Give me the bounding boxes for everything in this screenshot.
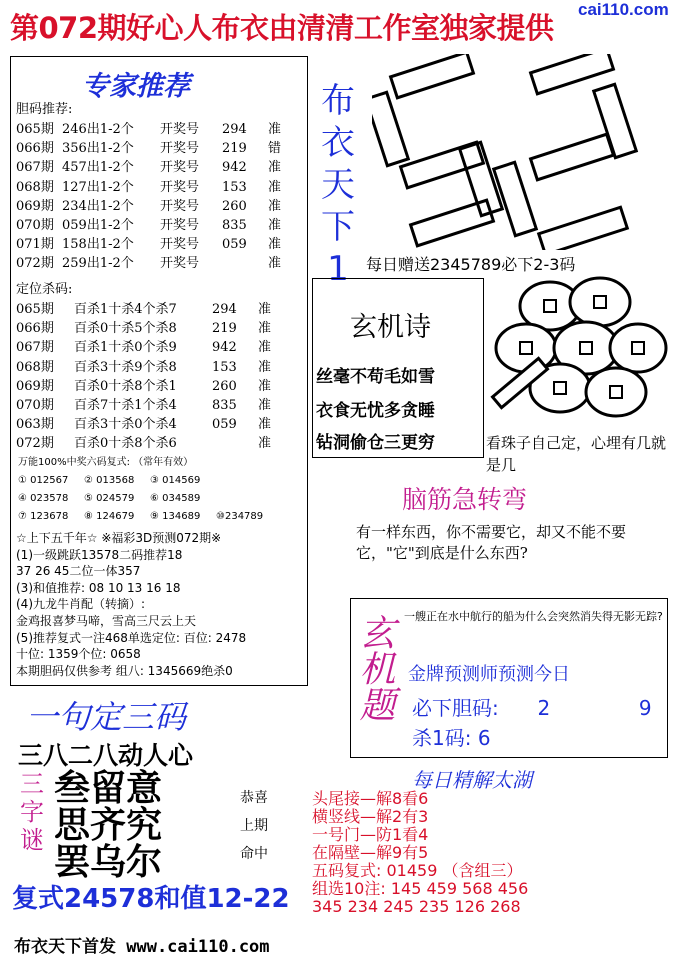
tip-line: 五码复式: 01459 （含组三） [312, 861, 523, 880]
poem-line: 丝毫不苟毛如雪 [316, 367, 435, 387]
note-line: 上期 [240, 818, 268, 834]
tips-block [312, 790, 672, 916]
table-cell: 百杀1十杀4个杀7 [74, 302, 177, 317]
tip-line: 一号门—防1看4 [312, 825, 429, 844]
table-cell: 153 [222, 179, 247, 195]
dan-a: 2 [537, 696, 551, 720]
table-cell: 开奖号 [160, 237, 200, 253]
kill-table [16, 300, 306, 454]
dan-table [16, 120, 306, 274]
table-cell: 开奖号 [160, 122, 200, 137]
riddle-text: 有一样东西，你不需要它，却又不能不要它，"它"到底是什么东西? [356, 523, 627, 562]
kill-value: 6 [477, 726, 491, 750]
riddle-line: 叁留意 [54, 768, 163, 809]
table-cell: ② 013568 [84, 475, 135, 486]
table-row [16, 415, 306, 434]
kill-label: 定位杀码: [16, 282, 73, 297]
table-row [16, 120, 306, 139]
table-row [18, 472, 308, 490]
poem-line: 钻洞偷仓三更穷 [316, 433, 435, 453]
coin-shape [570, 278, 630, 326]
table-cell: 065期 [16, 122, 54, 137]
table-cell: ④ 023578 [18, 493, 69, 504]
table-cell: 070期 [16, 217, 54, 233]
buyi-char: 衣 [321, 123, 355, 163]
tip-line: 头尾接—解8看6 [312, 789, 429, 808]
note-line: 命中 [240, 846, 268, 862]
prediction-block [16, 530, 306, 679]
table-cell: 开奖号 [160, 256, 200, 272]
prediction-line: 十位: 1359个位: 0658 [16, 647, 141, 662]
stroke-shape [531, 134, 614, 180]
table-row [16, 396, 306, 415]
buyi-vertical-title [318, 80, 358, 290]
table-cell: 067期 [16, 160, 54, 176]
table-cell: 260 [222, 198, 247, 214]
dan-label: 必下胆码: [412, 696, 499, 720]
table-cell: 072期 [16, 256, 54, 272]
stroke-shape [594, 84, 637, 157]
fushi-banner: 复式24578和值12-22 [12, 884, 290, 914]
yiju-text: 三八二八动人心 [18, 741, 194, 770]
table-cell: ⑧ 124679 [84, 511, 135, 522]
table-cell: 066期 [16, 141, 54, 157]
coins-hint: 看珠子自己定，心埋有几就是几 [486, 434, 667, 474]
table-cell: 百杀0十杀8个杀6 [74, 436, 177, 452]
table-cell: 069期 [16, 198, 54, 214]
table-cell: 072期 [16, 436, 54, 452]
table-cell: 158出1-2个 [62, 237, 134, 253]
table-cell: ⑦ 123678 [18, 511, 69, 522]
prediction-line: 37 26 45二位一体357 [16, 564, 141, 579]
table-row [16, 319, 306, 338]
coin-shape [610, 324, 666, 372]
table-cell: 069期 [16, 378, 54, 394]
daily-gift: 每日赠送2345789必下2-3码 [366, 255, 576, 274]
table-cell: 准 [268, 179, 282, 195]
table-cell: 准 [258, 359, 272, 375]
poem-line: 衣食无忧多贪睡 [316, 401, 435, 421]
table-cell: 259出1-2个 [62, 256, 134, 272]
gold-kill [412, 722, 491, 751]
table-cell: 百杀0十杀8个杀1 [74, 378, 177, 394]
riddle-line: 思齐究 [54, 805, 163, 846]
table-cell: 294 [212, 302, 237, 317]
table-row [18, 508, 308, 526]
table-cell: 153 [212, 359, 237, 375]
tip-line: 横竖线—解2有3 [312, 807, 429, 826]
table-cell: 准 [258, 321, 272, 337]
table-cell: 219 [222, 141, 247, 157]
table-cell: 457出1-2个 [62, 160, 134, 176]
table-cell: 开奖号 [160, 141, 200, 157]
table-cell: 准 [268, 160, 282, 176]
table-cell: 067期 [16, 340, 54, 356]
footer-text: 布衣天下首发 www.cai110.com [14, 937, 270, 957]
table-cell: 219 [212, 321, 237, 337]
sanzi-riddle [54, 770, 230, 881]
table-cell: 942 [222, 160, 247, 176]
kill-label: 杀1码: [412, 726, 472, 750]
table-cell: 059 [222, 237, 247, 253]
table-cell: ③ 014569 [150, 475, 201, 486]
table-cell: 百杀7十杀1个杀4 [74, 397, 177, 413]
puzzle-title [352, 614, 400, 722]
table-cell: 准 [258, 340, 272, 356]
table-cell: 百杀0十杀5个杀8 [74, 321, 177, 337]
tip-line: 组选10注: 145 459 568 456 [312, 879, 529, 898]
dan-b: 9 [638, 696, 652, 720]
table-cell: 开奖号 [160, 179, 200, 195]
table-cell: 准 [258, 302, 272, 317]
stroke-shape [539, 207, 628, 250]
table-cell: ① 012567 [18, 475, 69, 486]
table-row [16, 139, 306, 158]
sanzi-char: 三 [20, 770, 44, 798]
table-cell: 准 [258, 436, 272, 452]
table-cell: 准 [258, 378, 272, 394]
sanzi-label [12, 770, 52, 854]
prediction-line: (4)九龙牛肖配（转摘）: [16, 597, 146, 612]
coins-drawing [486, 276, 670, 426]
table-cell: 059出1-2个 [62, 217, 134, 233]
table-row [16, 377, 306, 396]
table-cell: 942 [212, 340, 237, 356]
table-cell: 066期 [16, 321, 54, 337]
table-cell: 059 [212, 417, 237, 433]
tip-line: 345 234 245 235 126 268 [312, 897, 521, 916]
table-cell: 开奖号 [160, 160, 200, 176]
table-cell: ⑩234789 [216, 511, 264, 522]
riddle-title: 脑筋急转弯 [402, 485, 528, 514]
table-cell: 准 [258, 417, 272, 433]
table-row [16, 434, 306, 453]
prediction-line: 本期胆码仅供参考 组八: 1345669绝杀0 [16, 663, 233, 678]
table-cell: 准 [268, 198, 282, 214]
table-cell: 百杀3十杀9个杀8 [74, 359, 177, 375]
table-cell: 246出1-2个 [62, 122, 134, 137]
table-cell: 068期 [16, 359, 54, 375]
buyi-char: 天 [321, 165, 355, 205]
prediction-line: (3)和值推荐: 08 10 13 16 18 [16, 580, 181, 595]
table-cell: 准 [258, 397, 272, 413]
table-row [16, 358, 306, 377]
table-cell: 百杀3十杀0个杀4 [74, 417, 177, 433]
gold-title: 金牌预测师预测今日 [408, 664, 570, 685]
prediction-line: 金鸡报喜梦马啼，雪高三尺云上天 [16, 613, 197, 628]
table-cell: 准 [268, 256, 282, 272]
table-cell: 准 [268, 217, 282, 233]
table-cell: ⑨ 134689 [150, 511, 201, 522]
table-cell: 234出1-2个 [62, 198, 134, 214]
coin-shape [586, 368, 646, 416]
gold-dan [412, 692, 652, 721]
table-cell: 835 [212, 397, 237, 413]
taihu-title: 每日精解太湖 [412, 768, 532, 792]
table-cell: 错 [268, 141, 282, 157]
dan-label: 胆码推荐: [16, 102, 73, 117]
table-row [16, 300, 306, 319]
table-cell: 百杀1十杀0个杀9 [74, 340, 177, 356]
prediction-line: (1)一级跳跃13578二码推荐18 [16, 547, 183, 562]
buyi-char: 下 [321, 207, 355, 247]
stroke-shape [411, 200, 494, 246]
table-cell: 071期 [16, 237, 54, 253]
table-row [18, 490, 308, 508]
table-cell: 127出1-2个 [62, 179, 134, 195]
table-cell: 356出1-2个 [62, 141, 134, 157]
sanzi-char: 谜 [20, 826, 44, 854]
buyi-char: 1 [327, 249, 349, 289]
expert-title: 专家推荐 [82, 71, 190, 102]
sanzi-char: 字 [20, 798, 44, 826]
bamboo-numeral-drawing [372, 54, 672, 250]
note-line: 恭喜 [240, 790, 268, 806]
table-cell: ⑥ 034589 [150, 493, 201, 504]
table-cell: 065期 [16, 302, 54, 317]
congrats-note [240, 784, 268, 868]
table-row [16, 254, 306, 273]
table-row [16, 197, 306, 216]
tip-line: 在隔壁—解9有5 [312, 843, 429, 862]
puzzle-question: 一艘正在水中航行的船为什么会突然消失得无影无踪? [404, 610, 663, 623]
table-cell: 开奖号 [160, 217, 200, 233]
puzzle-title-text: 玄机题 [354, 614, 395, 722]
yiju-title: 一句定三码 [26, 698, 187, 736]
table-cell: 260 [212, 378, 237, 394]
header-banner [0, 0, 680, 52]
stroke-shape [391, 54, 474, 98]
table-cell: 068期 [16, 179, 54, 195]
buyi-char: 布 [321, 81, 355, 121]
table-cell: 开奖号 [160, 198, 200, 214]
poem-title: 玄机诗 [350, 312, 431, 343]
table-row [16, 158, 306, 177]
stroke-shape [372, 92, 408, 165]
site-logo[interactable]: cai110.com [578, 0, 669, 19]
wanneng-label: 万能100%中奖六码复式: （常年有效） [18, 457, 194, 468]
table-row [16, 235, 306, 254]
table-cell: 063期 [16, 417, 54, 433]
table-row [16, 338, 306, 357]
prediction-line: ☆上下五千年☆ ※福彩3D预测072期※ [16, 531, 222, 545]
page-title: 第072期好心人布衣由清清工作室独家提供 [10, 11, 554, 45]
table-cell: 294 [222, 122, 247, 137]
wanneng-table [18, 472, 308, 526]
table-row [16, 178, 306, 197]
table-cell: 070期 [16, 397, 54, 413]
prediction-line: (5)推荐复式一注468单选定位: 百位: 2478 [16, 630, 247, 645]
table-row [16, 216, 306, 235]
table-cell: ⑤ 024579 [84, 493, 135, 504]
table-cell: 835 [222, 217, 247, 233]
table-cell: 准 [268, 237, 282, 253]
table-cell: 准 [268, 122, 282, 137]
riddle-line: 罢乌尔 [54, 842, 163, 883]
